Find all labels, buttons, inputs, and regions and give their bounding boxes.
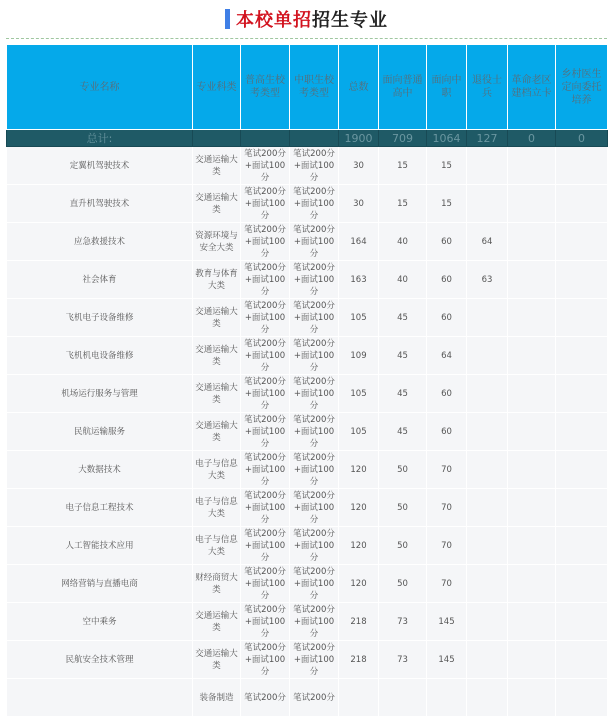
table-body [7, 147, 608, 717]
table-cell: 笔试200分+面试100分 [290, 337, 339, 375]
table-cell [508, 299, 556, 337]
table-cell: 40 [379, 261, 427, 299]
table-cell: 50 [379, 489, 427, 527]
major-name-cell: 应急救援技术 [7, 223, 193, 261]
table-cell: 笔试200分+面试100分 [241, 451, 290, 489]
total-label: 总计: [7, 130, 193, 147]
table-cell: 笔试200分+面试100分 [241, 299, 290, 337]
table-cell: 105 [339, 375, 379, 413]
total-cell: 0 [556, 130, 608, 147]
table-row [7, 641, 608, 679]
table-cell: 交通运输大类 [193, 147, 241, 185]
table-cell: 145 [427, 641, 467, 679]
table-cell: 73 [379, 641, 427, 679]
table-cell: 笔试200分+面试100分 [290, 451, 339, 489]
table-cell: 120 [339, 527, 379, 565]
table-cell: 笔试200分+面试100分 [241, 261, 290, 299]
table-cell: 笔试200分 [241, 679, 290, 717]
major-name-cell: 直升机驾驶技术 [7, 185, 193, 223]
major-name-cell: 网络营销与直播电商 [7, 565, 193, 603]
total-cell: 127 [467, 130, 508, 147]
table-row [7, 223, 608, 261]
table-cell: 笔试200分+面试100分 [290, 261, 339, 299]
table-cell [556, 641, 608, 679]
title-bar [6, 0, 607, 39]
table-cell [556, 527, 608, 565]
table-cell: 15 [427, 185, 467, 223]
table-cell [508, 641, 556, 679]
table-cell [556, 147, 608, 185]
major-name-cell: 民航安全技术管理 [7, 641, 193, 679]
table-row [7, 603, 608, 641]
table-cell: 交通运输大类 [193, 299, 241, 337]
table-cell [467, 489, 508, 527]
major-name-cell: 飞机电子设备维修 [7, 299, 193, 337]
table-cell: 笔试200分+面试100分 [290, 603, 339, 641]
total-cell: 1064 [427, 130, 467, 147]
table-cell [556, 565, 608, 603]
total-cell [193, 130, 241, 147]
table-cell: 109 [339, 337, 379, 375]
table-cell: 装备制造 [193, 679, 241, 717]
table-cell [508, 147, 556, 185]
header-cell: 总数 [339, 45, 379, 130]
table-row [7, 299, 608, 337]
table-cell: 60 [427, 375, 467, 413]
table-row [7, 527, 608, 565]
table-cell: 笔试200分+面试100分 [241, 641, 290, 679]
table-cell: 交通运输大类 [193, 185, 241, 223]
table-cell: 64 [467, 223, 508, 261]
table-cell: 70 [427, 565, 467, 603]
total-row [7, 130, 608, 147]
table-row [7, 451, 608, 489]
table-cell: 120 [339, 451, 379, 489]
header-cell: 面向中职 [427, 45, 467, 130]
table-cell [467, 527, 508, 565]
table-cell [508, 413, 556, 451]
table-cell: 120 [339, 565, 379, 603]
table-cell [556, 223, 608, 261]
major-name-cell: 空中乘务 [7, 603, 193, 641]
majors-table [6, 44, 608, 717]
table-cell: 60 [427, 299, 467, 337]
header-cell: 中职生校考类型 [290, 45, 339, 130]
table-cell: 笔试200分+面试100分 [290, 147, 339, 185]
table-cell: 145 [427, 603, 467, 641]
table-cell: 教育与体育大类 [193, 261, 241, 299]
table-cell [556, 299, 608, 337]
table-cell: 45 [379, 299, 427, 337]
table-cell: 30 [339, 147, 379, 185]
table-cell: 105 [339, 299, 379, 337]
table-cell: 笔试200分+面试100分 [290, 375, 339, 413]
page-title-rest: 招生专业 [312, 10, 388, 31]
header-cell: 专业科类 [193, 45, 241, 130]
table-row [7, 147, 608, 185]
table-cell: 笔试200分+面试100分 [241, 489, 290, 527]
table-cell: 60 [427, 223, 467, 261]
major-name-cell: 电子信息工程技术 [7, 489, 193, 527]
header-cell: 革命老区建档立卡 [508, 45, 556, 130]
table-cell [467, 451, 508, 489]
table-cell: 电子与信息大类 [193, 451, 241, 489]
major-name-cell: 人工智能技术应用 [7, 527, 193, 565]
major-name-cell: 社会体育 [7, 261, 193, 299]
table-row [7, 413, 608, 451]
table-cell: 50 [379, 527, 427, 565]
table-cell [556, 337, 608, 375]
table-cell: 120 [339, 489, 379, 527]
table-row [7, 261, 608, 299]
table-cell: 笔试200分+面试100分 [241, 337, 290, 375]
title-accent-bar [225, 9, 230, 29]
table-row [7, 489, 608, 527]
table-cell: 笔试200分+面试100分 [290, 185, 339, 223]
table-cell: 笔试200分+面试100分 [241, 565, 290, 603]
table-cell: 笔试200分+面试100分 [241, 413, 290, 451]
table-cell: 60 [427, 261, 467, 299]
table-cell: 资源环境与安全大类 [193, 223, 241, 261]
table-cell: 笔试200分+面试100分 [290, 299, 339, 337]
table-cell: 交通运输大类 [193, 337, 241, 375]
table-cell [508, 565, 556, 603]
table-cell: 64 [427, 337, 467, 375]
table-row [7, 375, 608, 413]
table-cell: 笔试200分+面试100分 [290, 413, 339, 451]
table-cell: 218 [339, 603, 379, 641]
table-cell: 笔试200分+面试100分 [290, 641, 339, 679]
table-cell [467, 641, 508, 679]
header-cell: 面向普通高中 [379, 45, 427, 130]
table-cell [467, 413, 508, 451]
table-cell [508, 337, 556, 375]
page-title-highlight: 本校单招 [236, 10, 312, 31]
table-cell: 105 [339, 413, 379, 451]
table-row [7, 337, 608, 375]
table-cell: 笔试200分+面试100分 [241, 223, 290, 261]
table-cell: 交通运输大类 [193, 641, 241, 679]
table-cell: 218 [339, 641, 379, 679]
table-cell [467, 299, 508, 337]
table-row [7, 185, 608, 223]
table-cell: 笔试200分+面试100分 [290, 527, 339, 565]
table-cell [467, 565, 508, 603]
table-cell [508, 451, 556, 489]
table-cell: 63 [467, 261, 508, 299]
table-cell: 笔试200分+面试100分 [241, 147, 290, 185]
table-cell: 50 [379, 451, 427, 489]
table-cell [467, 375, 508, 413]
table-cell: 交通运输大类 [193, 413, 241, 451]
major-name-cell: 机场运行服务与管理 [7, 375, 193, 413]
table-cell: 45 [379, 337, 427, 375]
major-name-cell: 飞机机电设备维修 [7, 337, 193, 375]
table-cell [556, 413, 608, 451]
table-cell: 电子与信息大类 [193, 527, 241, 565]
major-name-cell: 民航运输服务 [7, 413, 193, 451]
page-title [236, 6, 388, 32]
table-cell [556, 185, 608, 223]
table-cell [508, 489, 556, 527]
table-cell: 163 [339, 261, 379, 299]
table-cell: 40 [379, 223, 427, 261]
table-cell [508, 223, 556, 261]
table-cell [556, 489, 608, 527]
table-cell: 15 [379, 147, 427, 185]
header-cell: 退役士兵 [467, 45, 508, 130]
table-cell [508, 375, 556, 413]
table-cell: 60 [427, 413, 467, 451]
total-cell [290, 130, 339, 147]
total-cell: 709 [379, 130, 427, 147]
table-cell: 财经商贸大类 [193, 565, 241, 603]
table-cell: 笔试200分+面试100分 [241, 603, 290, 641]
table-cell: 笔试200分 [290, 679, 339, 717]
header-cell: 专业名称 [7, 45, 193, 130]
table-cell: 45 [379, 413, 427, 451]
total-cell: 1900 [339, 130, 379, 147]
table-cell [556, 375, 608, 413]
table-cell: 164 [339, 223, 379, 261]
table-cell: 70 [427, 451, 467, 489]
major-name-cell: 定翼机驾驶技术 [7, 147, 193, 185]
table-cell: 笔试200分+面试100分 [290, 223, 339, 261]
table-cell [467, 603, 508, 641]
table-cell: 70 [427, 527, 467, 565]
table-cell: 15 [427, 147, 467, 185]
table-cell [556, 451, 608, 489]
table-row [7, 565, 608, 603]
table-cell: 15 [379, 185, 427, 223]
table-cell: 50 [379, 565, 427, 603]
table-cell [508, 603, 556, 641]
table-cell [508, 185, 556, 223]
table-cell: 笔试200分+面试100分 [241, 185, 290, 223]
table-header-row [7, 45, 608, 130]
table-cell: 73 [379, 603, 427, 641]
header-cell: 乡村医生定向委托培养 [556, 45, 608, 130]
table-cell: 70 [427, 489, 467, 527]
total-cell [241, 130, 290, 147]
total-cell: 0 [508, 130, 556, 147]
table-cell: 45 [379, 375, 427, 413]
table-cell [467, 185, 508, 223]
table-cell: 笔试200分+面试100分 [241, 375, 290, 413]
table-cell [467, 147, 508, 185]
table-cell: 交通运输大类 [193, 603, 241, 641]
table-cell: 30 [339, 185, 379, 223]
table-cell [556, 603, 608, 641]
table-cell: 笔试200分+面试100分 [290, 489, 339, 527]
table-cell: 笔试200分+面试100分 [290, 565, 339, 603]
major-name-cell: 大数据技术 [7, 451, 193, 489]
table-cell: 电子与信息大类 [193, 489, 241, 527]
table-cell [556, 261, 608, 299]
table-cell [508, 261, 556, 299]
header-cell: 普高生校考类型 [241, 45, 290, 130]
table-cell [508, 527, 556, 565]
table-cell: 笔试200分+面试100分 [241, 527, 290, 565]
table-cell: 交通运输大类 [193, 375, 241, 413]
table-cell [467, 337, 508, 375]
